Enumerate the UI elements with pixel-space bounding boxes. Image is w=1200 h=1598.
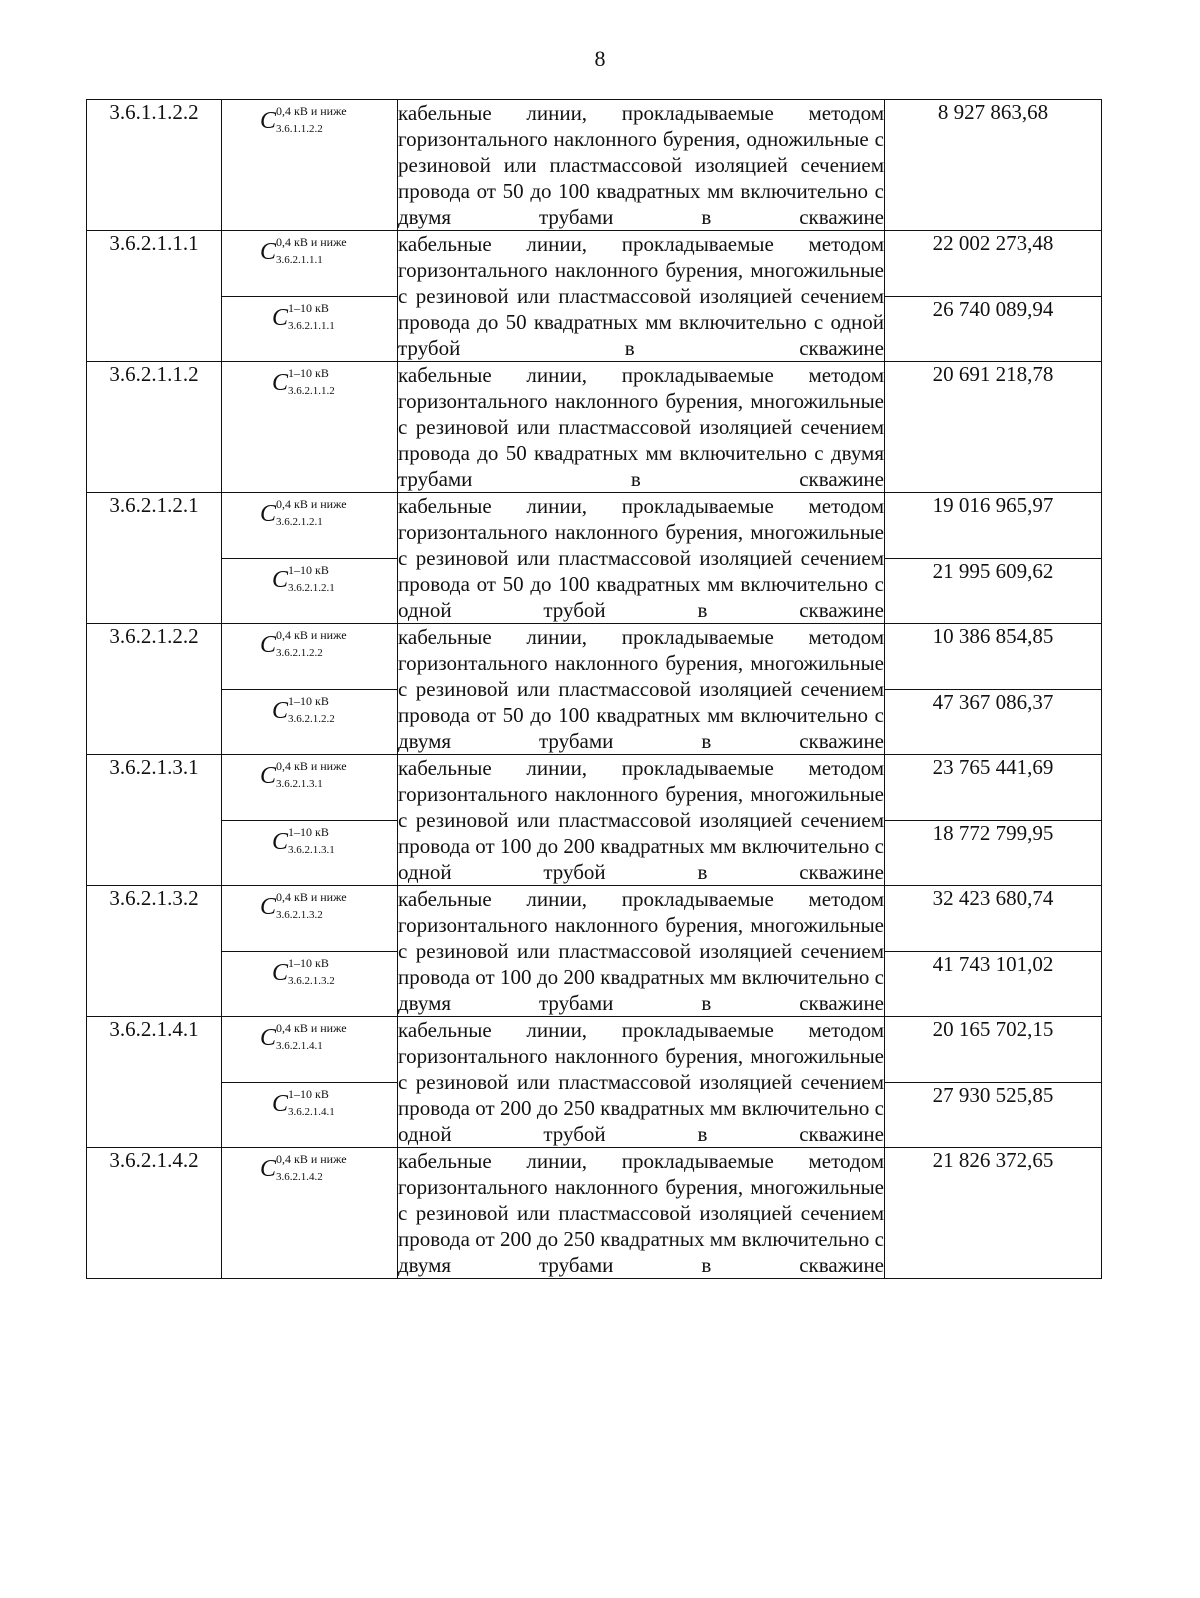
voltage-class: 0,4 кВ и ниже bbox=[276, 628, 347, 642]
rate-symbol bbox=[272, 825, 390, 859]
rate-value: 8 927 863,68 bbox=[885, 100, 1102, 231]
rate-symbol-letter: C bbox=[272, 959, 289, 986]
rate-index: 3.6.1.1.2.2 bbox=[276, 123, 323, 135]
rate-symbol bbox=[272, 563, 390, 597]
item-description: кабельные линии, прокладываемые методом горизонтального наклонного бурения, многожильные с резиновой или пластмассовой изоляцией сечением провода от 50 до 100 квадратных мм включительно с двумя трубами в скважине bbox=[398, 625, 884, 753]
rate-symbol-letter: C bbox=[260, 763, 277, 789]
rate-symbol bbox=[272, 301, 390, 335]
voltage-class: 0,4 кВ и ниже bbox=[276, 1021, 347, 1035]
rate-symbol bbox=[260, 1021, 378, 1055]
rate-symbol-cell bbox=[222, 1148, 398, 1279]
voltage-class: 1–10 кВ bbox=[288, 1086, 329, 1101]
rate-index: 3.6.2.1.3.2 bbox=[276, 909, 323, 921]
rate-index: 3.6.2.1.4.2 bbox=[276, 1171, 323, 1183]
rate-symbol bbox=[260, 890, 378, 924]
rate-symbol-cell bbox=[222, 362, 398, 493]
rate-symbol-cell bbox=[222, 100, 398, 231]
voltage-class: 1–10 кВ bbox=[288, 824, 329, 839]
item-code: 3.6.2.1.1.1 bbox=[87, 231, 222, 362]
rate-value: 20 165 702,15 bbox=[885, 1017, 1102, 1083]
rate-symbol-cell bbox=[222, 558, 398, 624]
rate-index: 3.6.2.1.1.1 bbox=[288, 319, 335, 332]
rate-symbol-cell bbox=[222, 1082, 398, 1148]
rate-symbol bbox=[272, 1087, 390, 1121]
item-description: кабельные линии, прокладываемые методом горизонтального наклонного бурения, многожильные с резиновой или пластмассовой изоляцией сечением провода от 100 до 200 квадратных мм включительно с одной трубой в скважине bbox=[398, 756, 884, 884]
item-code: 3.6.2.1.4.1 bbox=[87, 1017, 222, 1148]
voltage-class: 0,4 кВ и ниже bbox=[276, 497, 347, 511]
rate-index: 3.6.2.1.4.1 bbox=[288, 1105, 335, 1118]
item-code: 3.6.2.1.1.2 bbox=[87, 362, 222, 493]
voltage-class: 0,4 кВ и ниже bbox=[276, 890, 347, 904]
item-description: кабельные линии, прокладываемые методом горизонтального наклонного бурения, одножильные с резиновой или пластмассовой изоляцией сечением провода от 50 до 100 квадратных мм включительно с двумя трубами в скважине bbox=[398, 101, 884, 229]
rate-value: 20 691 218,78 bbox=[885, 362, 1102, 493]
rate-value: 27 930 525,85 bbox=[885, 1082, 1102, 1148]
rate-symbol-letter: C bbox=[260, 1025, 277, 1051]
item-description: кабельные линии, прокладываемые методом горизонтального наклонного бурения, многожильные с резиновой или пластмассовой изоляцией сечением провода от 200 до 250 квадратных мм включительно с одной трубой в скважине bbox=[398, 1018, 884, 1146]
item-code: 3.6.2.1.2.1 bbox=[87, 493, 222, 624]
rate-value: 21 826 372,65 bbox=[885, 1148, 1102, 1279]
rate-symbol bbox=[260, 497, 378, 531]
rate-symbol bbox=[272, 366, 390, 400]
tariff-table bbox=[86, 99, 1102, 1279]
rate-index: 3.6.2.1.2.2 bbox=[288, 712, 335, 725]
rate-symbol-letter: C bbox=[272, 304, 289, 331]
rate-value: 19 016 965,97 bbox=[885, 493, 1102, 559]
rate-symbol-cell bbox=[222, 951, 398, 1017]
rate-value: 41 743 101,02 bbox=[885, 951, 1102, 1017]
table-row bbox=[87, 362, 1102, 493]
item-code: 3.6.2.1.2.2 bbox=[87, 624, 222, 755]
table-row bbox=[87, 493, 1102, 559]
rate-symbol-letter: C bbox=[272, 566, 289, 593]
rate-symbol-letter: C bbox=[272, 697, 289, 724]
item-description: кабельные линии, прокладываемые методом горизонтального наклонного бурения, многожильные с резиновой или пластмассовой изоляцией сечением провода от 100 до 200 квадратных мм включительно с двумя трубами в скважине bbox=[398, 887, 884, 1015]
voltage-class: 0,4 кВ и ниже bbox=[276, 1152, 347, 1166]
rate-value: 47 367 086,37 bbox=[885, 689, 1102, 755]
rate-symbol-cell bbox=[222, 755, 398, 821]
table-row bbox=[87, 755, 1102, 821]
item-code: 3.6.2.1.4.2 bbox=[87, 1148, 222, 1279]
rate-symbol-cell bbox=[222, 1017, 398, 1083]
rate-value: 26 740 089,94 bbox=[885, 296, 1102, 362]
rate-symbol-letter: C bbox=[272, 828, 289, 855]
item-code: 3.6.2.1.3.2 bbox=[87, 886, 222, 1017]
rate-symbol-letter: C bbox=[260, 501, 277, 527]
rate-symbol-letter: C bbox=[260, 108, 277, 134]
voltage-class: 1–10 кВ bbox=[288, 366, 329, 380]
rate-symbol bbox=[272, 694, 390, 728]
rate-symbol bbox=[260, 759, 378, 793]
voltage-class: 1–10 кВ bbox=[288, 693, 329, 708]
table-row bbox=[87, 1148, 1102, 1279]
voltage-class: 1–10 кВ bbox=[288, 300, 329, 315]
rate-symbol-cell bbox=[222, 689, 398, 755]
rate-symbol bbox=[260, 1152, 378, 1186]
table-row bbox=[87, 100, 1102, 231]
rate-symbol bbox=[260, 104, 378, 138]
rate-symbol-cell bbox=[222, 820, 398, 886]
rate-symbol bbox=[272, 956, 390, 990]
table-row bbox=[87, 886, 1102, 952]
rate-symbol-cell bbox=[222, 886, 398, 952]
page-number: 8 bbox=[594, 46, 606, 71]
rate-index: 3.6.2.1.3.1 bbox=[288, 843, 335, 856]
rate-symbol-cell bbox=[222, 624, 398, 690]
rate-index: 3.6.2.1.2.1 bbox=[288, 581, 335, 594]
rate-index: 3.6.2.1.2.1 bbox=[276, 516, 323, 528]
rate-symbol-letter: C bbox=[272, 1090, 289, 1117]
rate-index: 3.6.2.1.1.2 bbox=[288, 385, 335, 397]
voltage-class: 0,4 кВ и ниже bbox=[276, 759, 347, 773]
rate-symbol-letter: C bbox=[260, 894, 277, 920]
item-description: кабельные линии, прокладываемые методом горизонтального наклонного бурения, многожильные с резиновой или пластмассовой изоляцией сечением провода до 50 квадратных мм включительно с одной трубой в скважине bbox=[398, 232, 884, 360]
rate-index: 3.6.2.1.1.1 bbox=[276, 254, 323, 266]
rate-symbol-letter: C bbox=[260, 632, 277, 658]
voltage-class: 0,4 кВ и ниже bbox=[276, 235, 347, 249]
rate-symbol bbox=[260, 628, 378, 662]
voltage-class: 1–10 кВ bbox=[288, 955, 329, 970]
rate-value: 22 002 273,48 bbox=[885, 231, 1102, 297]
item-description: кабельные линии, прокладываемые методом горизонтального наклонного бурения, многожильные с резиновой или пластмассовой изоляцией сечением провода до 50 квадратных мм включительно с двумя трубами в скважине bbox=[398, 363, 884, 491]
item-code: 3.6.2.1.3.1 bbox=[87, 755, 222, 886]
tariff-table-body bbox=[87, 100, 1102, 1279]
rate-symbol-cell bbox=[222, 296, 398, 362]
rate-value: 23 765 441,69 bbox=[885, 755, 1102, 821]
item-description: кабельные линии, прокладываемые методом горизонтального наклонного бурения, многожильные с резиновой или пластмассовой изоляцией сечением провода от 50 до 100 квадратных мм включительно с одной трубой в скважине bbox=[398, 494, 884, 622]
item-code: 3.6.1.1.2.2 bbox=[87, 100, 222, 231]
rate-symbol-cell bbox=[222, 231, 398, 297]
rate-index: 3.6.2.1.2.2 bbox=[276, 647, 323, 659]
voltage-class: 0,4 кВ и ниже bbox=[276, 104, 347, 118]
rate-symbol-letter: C bbox=[272, 370, 289, 396]
rate-symbol-letter: C bbox=[260, 239, 277, 265]
rate-value: 10 386 854,85 bbox=[885, 624, 1102, 690]
rate-value: 21 995 609,62 bbox=[885, 558, 1102, 624]
rate-value: 32 423 680,74 bbox=[885, 886, 1102, 952]
rate-symbol-cell bbox=[222, 493, 398, 559]
rate-index: 3.6.2.1.4.1 bbox=[276, 1040, 323, 1052]
item-description: кабельные линии, прокладываемые методом горизонтального наклонного бурения, многожильные с резиновой или пластмассовой изоляцией сечением провода от 200 до 250 квадратных мм включительно с двумя трубами в скважине bbox=[398, 1149, 884, 1277]
rate-index: 3.6.2.1.3.1 bbox=[276, 778, 323, 790]
table-row bbox=[87, 624, 1102, 690]
rate-symbol-letter: C bbox=[260, 1156, 277, 1182]
voltage-class: 1–10 кВ bbox=[288, 562, 329, 577]
rate-value: 18 772 799,95 bbox=[885, 820, 1102, 886]
table-row bbox=[87, 1017, 1102, 1083]
rate-symbol bbox=[260, 235, 378, 269]
table-row bbox=[87, 231, 1102, 297]
rate-index: 3.6.2.1.3.2 bbox=[288, 974, 335, 987]
